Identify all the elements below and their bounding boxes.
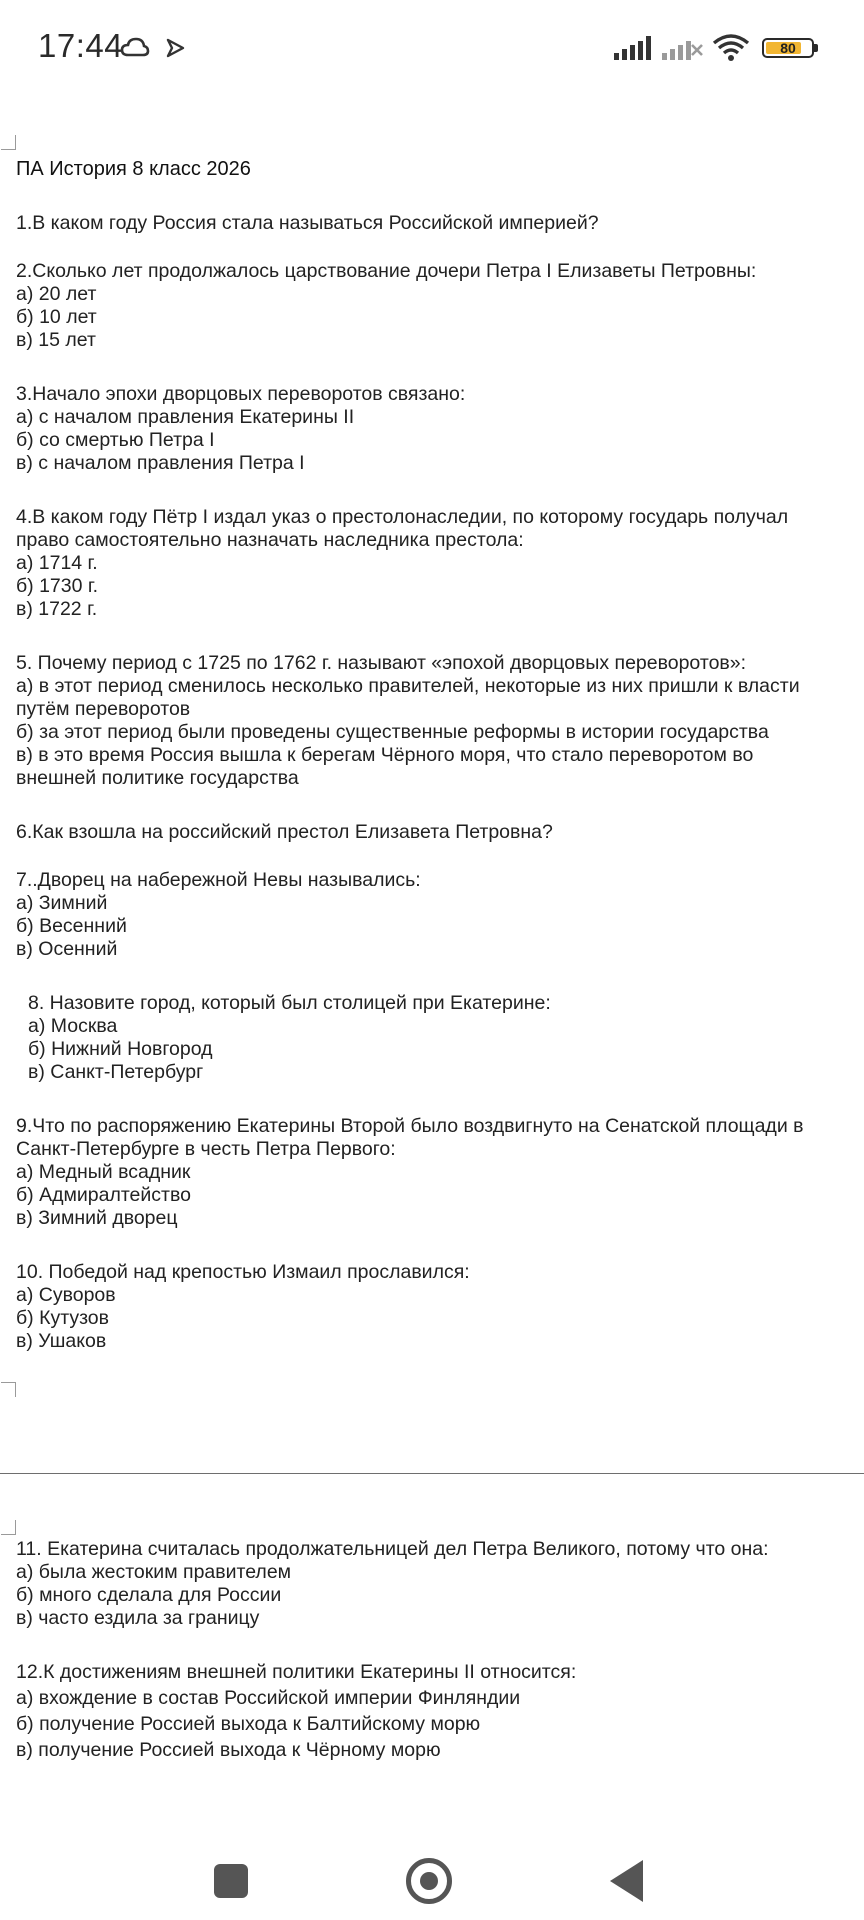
document-line: б) Кутузов <box>16 1307 110 1329</box>
document-line: а) 20 лет <box>16 283 97 305</box>
document-line: путём переворотов <box>16 698 191 720</box>
home-icon[interactable] <box>406 1858 452 1904</box>
page-corner-mark <box>1 135 16 150</box>
document-line: б) получение Россией выхода к Балтийскому морю <box>16 1713 481 1735</box>
document-line: в) Осенний <box>16 938 118 960</box>
document-line: а) Зимний <box>16 892 108 914</box>
home-icon-center <box>420 1872 438 1890</box>
battery-level: 80 <box>780 40 796 56</box>
document-line: внешней политике государства <box>16 767 299 789</box>
document-line: в) часто ездила за границу <box>16 1607 260 1629</box>
document-line: б) 1730 г. <box>16 575 99 597</box>
document-line: 1.В каком году Россия стала называться Российской империей? <box>16 212 599 234</box>
page-corner-mark <box>1 1520 16 1535</box>
document-line: а) в этот период сменилось несколько правителей, некоторые из них пришли к власти <box>16 675 800 697</box>
document-line: б) Нижний Новгород <box>28 1038 213 1060</box>
page-separator <box>0 1473 864 1474</box>
document-title: ПА История 8 класс 2026 <box>16 158 251 180</box>
document-page-1 <box>0 100 864 1470</box>
page-corner-mark <box>1 1382 16 1397</box>
document-line: а) вхождение в состав Российской империи Финляндии <box>16 1687 521 1709</box>
document-line: 7..Дворец на набережной Невы назывались: <box>16 869 421 891</box>
document-line: в) Санкт-Петербург <box>28 1061 204 1083</box>
document-line: а) Медный всадник <box>16 1161 191 1183</box>
document-line: в) 15 лет <box>16 329 96 351</box>
document-line: в) с началом правления Петра I <box>16 452 305 474</box>
document-line: 9.Что по распоряжению Екатерины Второй было воздвигнуто на Сенатской площади в <box>16 1115 804 1137</box>
document-line: в) 1722 г. <box>16 598 98 620</box>
document-line: 4.В каком году Пётр I издал указ о престолонаследии, по которому государь получал <box>16 506 789 528</box>
status-bar <box>0 0 864 100</box>
back-icon[interactable] <box>610 1860 643 1902</box>
recent-apps-icon[interactable] <box>214 1864 248 1898</box>
wifi-icon <box>712 33 750 61</box>
document-line: 2.Сколько лет продолжалось царствование дочери Петра I Елизаветы Петровны: <box>16 260 757 282</box>
status-time: 17:44 <box>38 27 124 64</box>
document-line: а) 1714 г. <box>16 552 98 574</box>
no-signal-icon <box>662 36 704 60</box>
document-line: а) Москва <box>28 1015 118 1037</box>
document-line: 6.Как взошла на российский престол Елизавета Петровна? <box>16 821 553 843</box>
document-line: б) много сделала для России <box>16 1584 282 1606</box>
document-line: в) получение Россией выхода к Чёрному морю <box>16 1739 441 1761</box>
document-line: б) Весенний <box>16 915 127 937</box>
document-line: б) Адмиралтейство <box>16 1184 191 1206</box>
battery-tip <box>814 44 818 52</box>
battery-icon <box>762 38 814 58</box>
document-line: в) в это время Россия вышла к берегам Чёрного моря, что стало переворотом во <box>16 744 754 766</box>
document-line: 10. Победой над крепостью Измаил прославился: <box>16 1261 470 1283</box>
document-line: б) 10 лет <box>16 306 97 328</box>
document-line: 3.Начало эпохи дворцовых переворотов связано: <box>16 383 466 405</box>
document-line: а) с началом правления Екатерины II <box>16 406 355 428</box>
document-line: а) была жестоким правителем <box>16 1561 292 1583</box>
signal-strength-icon <box>614 36 654 60</box>
document-line: Санкт-Петербурге в честь Петра Первого: <box>16 1138 396 1160</box>
document-line: а) Суворов <box>16 1284 116 1306</box>
document-line: 5. Почему период с 1725 по 1762 г. называют «эпохой дворцовых переворотов»: <box>16 652 747 674</box>
document-line: в) Зимний дворец <box>16 1207 178 1229</box>
document-line: б) за этот период были проведены существенные реформы в истории государства <box>16 721 769 743</box>
document-line: 8. Назовите город, который был столицей при Екатерине: <box>28 992 551 1014</box>
document-line: в) Ушаков <box>16 1330 107 1352</box>
document-line: право самостоятельно назначать наследника престола: <box>16 529 524 551</box>
document-page-2 <box>0 1535 864 1825</box>
document-line: 11. Екатерина считалась продолжательницей дел Петра Великого, потому что она: <box>16 1538 769 1560</box>
navigation-bar <box>0 1830 864 1920</box>
document-line: б) со смертью Петра I <box>16 429 215 451</box>
document-line: 12.К достижениям внешней политики Екатерины II относится: <box>16 1661 577 1683</box>
navigation-arrow-icon <box>165 38 185 58</box>
cloud-icon <box>120 36 150 58</box>
